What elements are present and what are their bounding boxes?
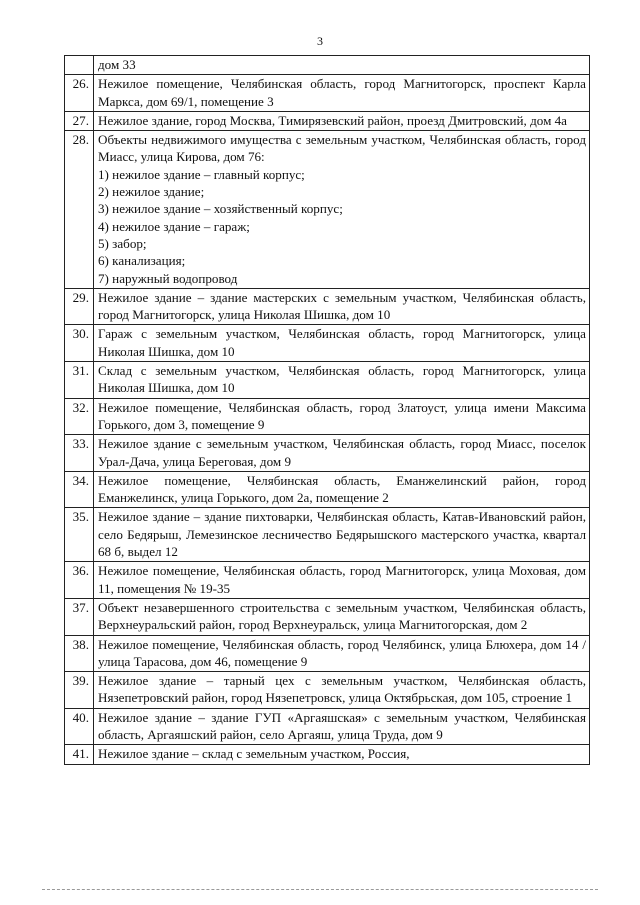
description-line: Нежилое здание, город Москва, Тимирязевский район, проезд Дмитровский, дом 4а [98, 112, 567, 128]
description-line: Нежилое помещение, Челябинская область, Еманжелинский район, город Еманжелинск, улица Горького, дом 2а, помещение 2 [98, 472, 586, 506]
row-number: 37. [65, 598, 94, 635]
table-row [65, 435, 590, 472]
description-line: 5) забор; [98, 235, 147, 251]
description-line: Нежилое здание – здание ГУП «Аргаяшская» с земельным участком, Челябинская область, Аргаяшский район, село Аргаяш, улица Труда, дом 9 [98, 709, 586, 742]
row-description [94, 562, 590, 599]
row-description [94, 508, 590, 562]
description-line: 6) канализация; [98, 253, 186, 269]
table-row [65, 325, 590, 362]
table-row [65, 672, 590, 709]
row-number: 31. [65, 362, 94, 399]
row-number: 32. [65, 398, 94, 435]
table-row [65, 131, 590, 289]
page-number: 3 [317, 34, 323, 48]
row-number: 34. [65, 471, 94, 508]
description-line: Нежилое здание с земельным участком, Челябинская область, город Миасс, поселок Урал-Дача, улица Береговая, дом 9 [98, 436, 586, 469]
description-line: 3) нежилое здание – хозяйственный корпус; [98, 201, 343, 217]
row-number: 35. [65, 508, 94, 562]
table-row [65, 635, 590, 672]
description-line: Нежилое помещение, Челябинская область, город Челябинск, улица Блюхера, дом 14 / улица Тарасова, дом 46, помещение 9 [98, 636, 586, 669]
row-description [94, 635, 590, 672]
row-description [94, 362, 590, 399]
table-row [65, 398, 590, 435]
table-row [65, 362, 590, 399]
description-line: 2) нежилое здание; [98, 184, 205, 200]
row-number: 38. [65, 635, 94, 672]
table-row [65, 562, 590, 599]
row-number: 33. [65, 435, 94, 472]
row-number: 29. [65, 288, 94, 325]
row-description [94, 75, 590, 112]
description-line: Нежилое помещение, Челябинская область, город Магнитогорск, проспект Карла Маркса, дом 69/1, помещение 3 [98, 76, 586, 109]
description-line: Нежилое здание – здание пихтоварки, Челябинская область, Катав-Ивановский район, село Бедярыш, Лемезинское лесничество Бедярышского мастерского участка, квартал 68 б, выдел 12 [98, 509, 586, 560]
property-table [64, 55, 590, 765]
row-number: 36. [65, 562, 94, 599]
row-number: 30. [65, 325, 94, 362]
table-row [65, 288, 590, 325]
description-line: дом 33 [98, 57, 136, 72]
row-description [94, 325, 590, 362]
row-description [94, 111, 590, 130]
row-description [94, 598, 590, 635]
table-row [65, 508, 590, 562]
table-row [65, 471, 590, 508]
table-row [65, 56, 590, 75]
table-row [65, 598, 590, 635]
description-line: Объекты недвижимого имущества с земельным участком, Челябинская область, город Миасс, улица Кирова, дом 76: [98, 132, 586, 165]
row-number: 40. [65, 708, 94, 745]
row-number: 39. [65, 672, 94, 709]
description-line: 7) наружный водопровод [98, 270, 238, 286]
table-row [65, 745, 590, 764]
row-description [94, 471, 590, 508]
row-number: 28. [65, 131, 94, 289]
row-number: 26. [65, 75, 94, 112]
property-table-body [65, 56, 590, 765]
description-line: 4) нежилое здание – гараж; [98, 218, 250, 234]
description-line: Объект незавершенного строительства с земельным участком, Челябинская область, Верхнеуральский район, город Верхнеуральск, улица Магнитогорская, дом 2 [98, 599, 586, 633]
row-description [94, 435, 590, 472]
description-line: 1) нежилое здание – главный корпус; [98, 166, 305, 182]
row-description [94, 708, 590, 745]
row-description [94, 56, 590, 75]
row-description [94, 398, 590, 435]
table-row [65, 75, 590, 112]
row-number: 41. [65, 745, 94, 764]
table-row [65, 111, 590, 130]
row-description [94, 288, 590, 325]
row-description [94, 672, 590, 709]
description-line: Нежилое здание – тарный цех с земельным участком, Челябинская область, Нязепетровский район, город Нязепетровск, улица Октябрьская, дом 105, строение 1 [98, 673, 586, 706]
row-description [94, 745, 590, 764]
description-line: Гараж с земельным участком, Челябинская область, город Магнитогорск, улица Николая Шишка, дом 10 [98, 326, 586, 359]
table-row [65, 708, 590, 745]
description-line: Нежилое здание – склад с земельным участком, Россия, [98, 746, 410, 762]
row-description [94, 131, 590, 289]
description-line: Склад с земельным участком, Челябинская область, город Магнитогорск, улица Николая Шишка, дом 10 [98, 363, 586, 396]
description-line: Нежилое помещение, Челябинская область, город Магнитогорск, улица Моховая, дом 11, помещения № 19-35 [98, 563, 586, 596]
description-line: Нежилое помещение, Челябинская область, город Златоуст, улица имени Максима Горького, дом 3, помещение 9 [98, 399, 586, 432]
row-number: 27. [65, 111, 94, 130]
bottom-rule [42, 889, 598, 890]
description-line: Нежилое здание – здание мастерских с земельным участком, Челябинская область, город Магнитогорск, улица Николая Шишка, дом 10 [98, 289, 586, 323]
row-number [65, 56, 94, 75]
